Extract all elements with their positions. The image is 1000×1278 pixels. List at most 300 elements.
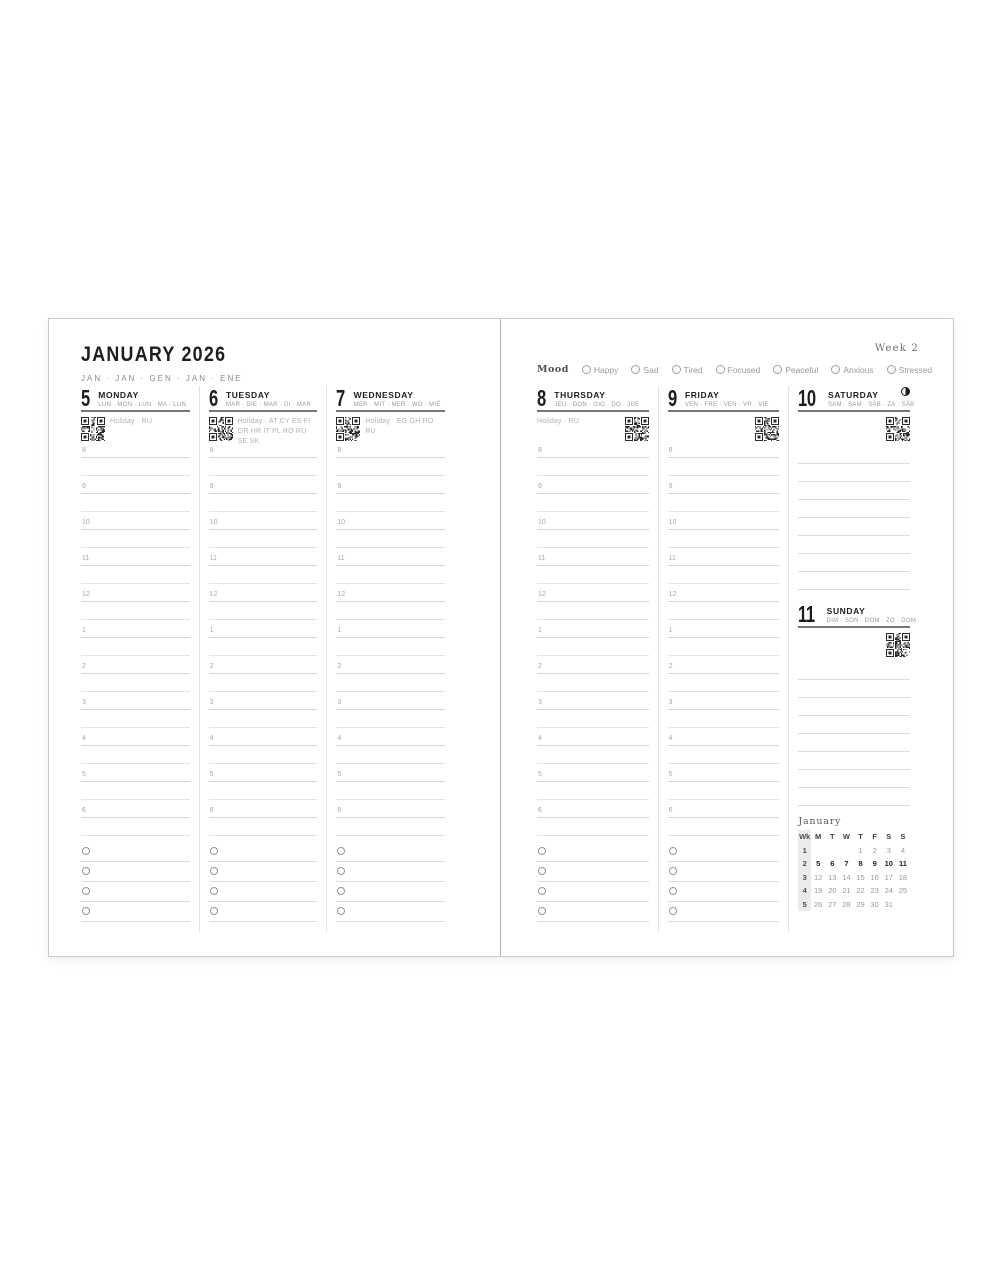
mood-option [672, 365, 703, 375]
mini-calendar-week-number: 1 [798, 844, 811, 858]
hour-slot [81, 806, 190, 842]
left-day-columns [81, 386, 454, 932]
mini-calendar-day: 10 [884, 859, 893, 869]
day-number: 8 [537, 385, 546, 411]
todo-checkbox[interactable] [210, 887, 218, 895]
mini-calendar-day: 7 [844, 859, 849, 869]
hour-slot [209, 734, 318, 770]
half-hour-line [668, 475, 780, 476]
hour-line [209, 673, 318, 674]
half-hour-line [81, 511, 190, 512]
mini-calendar-day: 8 [858, 859, 863, 869]
hour-label: 6 [668, 807, 673, 814]
mood-checkbox[interactable] [773, 365, 782, 374]
half-hour-line [81, 799, 190, 800]
hour-line [81, 457, 190, 458]
mood-option [773, 365, 818, 375]
day-number: 5 [81, 385, 90, 411]
hour-slot [209, 518, 318, 554]
half-hour-line [81, 475, 190, 476]
todo-checkbox[interactable] [669, 907, 677, 915]
half-hour-line [81, 691, 190, 692]
day-languages: SAM · SAM · SÁB · ZA · SÁB [827, 402, 915, 408]
hour-line [537, 781, 649, 782]
hour-slot [537, 770, 649, 806]
mini-calendar-header-cell: F [872, 832, 877, 842]
hour-label: 3 [209, 699, 214, 706]
todo-checkbox[interactable] [82, 847, 90, 855]
todo-checkbox[interactable] [210, 907, 218, 915]
half-hour-line [537, 799, 649, 800]
todo-row [209, 842, 318, 862]
todo-checkbox[interactable] [538, 847, 546, 855]
half-hour-line [336, 727, 445, 728]
day-name: WEDNESDAY [353, 390, 414, 400]
todo-checkbox[interactable] [669, 887, 677, 895]
todo-checkbox[interactable] [337, 847, 345, 855]
todo-row [537, 882, 649, 902]
hour-line [209, 457, 318, 458]
day-header [336, 386, 445, 412]
day-name: SATURDAY [827, 390, 879, 400]
hour-slot [81, 698, 190, 734]
hour-label: 12 [337, 591, 346, 598]
todo-checkbox[interactable] [538, 907, 546, 915]
mini-calendar-day: 19 [814, 886, 823, 896]
hour-slot [81, 590, 190, 626]
mini-calendar-week-number: 2 [798, 857, 811, 871]
todo-checkbox[interactable] [337, 907, 345, 915]
mini-calendar-day: 1 [858, 845, 863, 855]
hour-label: 3 [82, 699, 86, 706]
hour-slot [537, 698, 649, 734]
todo-row [537, 842, 649, 862]
hour-label: 9 [337, 483, 342, 490]
hour-label: 4 [209, 735, 214, 742]
day-number: 10 [798, 385, 817, 411]
day-column-monday [81, 386, 199, 932]
day-header [537, 386, 649, 412]
hour-line [336, 457, 445, 458]
mini-calendar-day: 15 [856, 872, 865, 882]
todo-checkbox[interactable] [210, 867, 218, 875]
mini-calendar-header-cell: T [830, 832, 835, 842]
mood-option [887, 365, 933, 375]
hour-label: 11 [82, 555, 90, 562]
mini-calendar-day: 24 [884, 886, 893, 896]
hour-label: 4 [668, 735, 673, 742]
mood-option-label: Tired [683, 364, 703, 375]
hour-line [537, 529, 649, 530]
mood-checkbox[interactable] [716, 365, 725, 374]
todo-row [537, 862, 649, 882]
hour-line [336, 529, 445, 530]
todo-row [209, 902, 318, 922]
hour-label: 2 [337, 663, 342, 670]
hour-label: 10 [209, 519, 218, 526]
hour-slot [668, 698, 780, 734]
hour-label: 3 [337, 699, 342, 706]
half-hour-line [336, 475, 445, 476]
mood-options [582, 365, 932, 375]
half-hour-line [537, 691, 649, 692]
mini-calendar-day: 16 [870, 872, 879, 882]
mood-option-label: Stressed [898, 364, 933, 375]
mini-calendar-day: 28 [842, 899, 851, 909]
hour-label: 2 [82, 663, 86, 670]
hour-label: 3 [538, 699, 542, 706]
mood-checkbox[interactable] [631, 365, 640, 374]
mini-calendar-week-number: 4 [798, 884, 811, 898]
hour-slot [668, 626, 780, 662]
hour-line [336, 493, 445, 494]
hour-label: 6 [538, 807, 542, 814]
todo-row [336, 862, 445, 882]
mini-calendar-header-cell: S [886, 832, 892, 842]
hour-label: 11 [538, 555, 546, 562]
day-number: 11 [798, 601, 816, 627]
qr-code-icon [755, 417, 779, 441]
hour-line [537, 709, 649, 710]
hour-label: 10 [337, 519, 346, 526]
day-languages: MER · MIT · MER · WO · MIÉ [353, 402, 441, 408]
half-hour-line [81, 655, 190, 656]
hour-line [537, 637, 649, 638]
hour-slot [209, 482, 318, 518]
todo-row [668, 882, 780, 902]
day-number: 6 [208, 385, 218, 411]
todo-list [537, 842, 649, 922]
mood-tracker [537, 364, 933, 375]
hour-label: 9 [82, 483, 86, 490]
holiday-note: Holiday · EG GH RO RU [365, 418, 434, 435]
hour-slot [81, 734, 190, 770]
todo-checkbox[interactable] [82, 887, 90, 895]
mini-calendar-day [839, 844, 853, 858]
hour-label: 8 [668, 447, 673, 454]
hour-line [209, 709, 318, 710]
mini-calendar-day: 3 [886, 845, 891, 855]
hour-line [209, 781, 318, 782]
half-hour-line [81, 835, 190, 836]
month-subtitle: JAN · JAN · GEN · JAN · ENE [81, 374, 243, 383]
mini-calendar-day: 11 [898, 859, 907, 869]
mini-calendar-title: January [798, 816, 842, 827]
left-page [49, 319, 501, 956]
hour-line [537, 745, 649, 746]
half-hour-line [537, 547, 649, 548]
hour-label: 1 [337, 627, 342, 634]
hour-line [336, 781, 445, 782]
mini-calendar-day: 13 [828, 872, 837, 882]
day-column-thursday [537, 386, 658, 932]
todo-list [668, 842, 780, 922]
todo-checkbox[interactable] [337, 867, 345, 875]
hour-line [81, 817, 190, 818]
hour-label: 2 [668, 663, 673, 670]
hour-slot [209, 446, 318, 482]
mini-calendar-day: 12 [814, 872, 823, 882]
half-hour-line [209, 799, 318, 800]
hour-line [336, 637, 445, 638]
right-day-columns [537, 386, 919, 932]
day-info-row [668, 412, 780, 446]
todo-checkbox[interactable] [210, 847, 218, 855]
hour-label: 1 [82, 627, 86, 634]
hour-slot [537, 482, 649, 518]
hour-line [537, 673, 649, 674]
month-title-block [81, 343, 252, 383]
mini-calendar [798, 816, 910, 911]
hour-line [336, 709, 445, 710]
hour-slot [81, 626, 190, 662]
ruled-line [798, 788, 910, 806]
day-info-row [209, 412, 318, 446]
half-hour-line [336, 763, 445, 764]
half-hour-line [537, 655, 649, 656]
todo-row [336, 882, 445, 902]
day-languages: LUN · MON · LUN · MA · LUN [98, 402, 187, 408]
qr-code-icon [81, 417, 105, 441]
half-hour-line [668, 583, 780, 584]
mini-calendar-day: 6 [830, 859, 835, 869]
half-hour-line [537, 727, 649, 728]
hour-slot [537, 734, 649, 770]
hour-slot [537, 662, 649, 698]
todo-row [668, 862, 780, 882]
half-hour-line [668, 727, 780, 728]
todo-list [209, 842, 318, 922]
hour-line [537, 601, 649, 602]
half-hour-line [668, 547, 780, 548]
month-title: JANUARY 2026 [81, 343, 227, 366]
hour-label: 12 [538, 591, 546, 598]
mini-calendar-day: 4 [900, 845, 906, 855]
qr-code-icon [625, 417, 649, 441]
hour-label: 11 [668, 555, 676, 562]
hour-line [668, 529, 780, 530]
half-hour-line [209, 691, 318, 692]
qr-code-icon [886, 417, 910, 441]
todo-checkbox[interactable] [337, 887, 345, 895]
hour-line [668, 817, 780, 818]
half-hour-line [668, 763, 780, 764]
hour-grid [537, 446, 649, 842]
ruled-line [798, 770, 910, 788]
day-info-row [798, 628, 910, 662]
hour-label: 10 [668, 519, 677, 526]
hour-label: 8 [82, 447, 86, 454]
hour-slot [81, 770, 190, 806]
hour-line [668, 457, 780, 458]
mood-checkbox[interactable] [887, 365, 896, 374]
mood-checkbox[interactable] [831, 365, 840, 374]
todo-row [81, 882, 190, 902]
hour-slot [336, 518, 445, 554]
todo-checkbox[interactable] [669, 847, 677, 855]
half-hour-line [81, 547, 190, 548]
hour-slot [336, 698, 445, 734]
hour-slot [209, 770, 318, 806]
qr-code-icon [886, 633, 910, 657]
mini-calendar-day: 22 [856, 886, 865, 896]
half-hour-line [668, 619, 780, 620]
half-hour-line [336, 691, 445, 692]
half-hour-line [336, 511, 445, 512]
holiday-note: Holiday · RU [110, 418, 153, 425]
mini-calendar-day: 25 [898, 886, 908, 896]
ruled-line [798, 518, 910, 536]
hour-line [81, 709, 190, 710]
ruled-line [798, 734, 910, 752]
mini-calendar-day: 21 [842, 886, 851, 896]
todo-row [336, 842, 445, 862]
ruled-line [798, 554, 910, 572]
half-hour-line [81, 727, 190, 728]
hour-label: 4 [337, 735, 342, 742]
todo-row [209, 862, 318, 882]
half-hour-line [209, 475, 318, 476]
hour-label: 6 [209, 807, 214, 814]
hour-slot [537, 590, 649, 626]
day-languages: VEN · FRE · VEN · VR · VIE [684, 402, 769, 408]
half-hour-line [336, 619, 445, 620]
half-hour-line [209, 511, 318, 512]
hour-label: 10 [538, 519, 546, 526]
hour-line [209, 817, 318, 818]
half-hour-line [209, 547, 318, 548]
todo-checkbox[interactable] [82, 867, 90, 875]
hour-slot [209, 626, 318, 662]
hour-label: 5 [538, 771, 542, 778]
hour-slot [668, 482, 780, 518]
mood-label: Mood [537, 364, 569, 375]
hour-label: 11 [337, 555, 345, 562]
hour-grid [81, 446, 190, 842]
mood-option [631, 365, 658, 375]
mini-calendar-day: 29 [856, 899, 865, 909]
hour-slot [336, 554, 445, 590]
half-hour-line [668, 835, 780, 836]
hour-slot [336, 734, 445, 770]
mini-calendar-header-cell: S [900, 832, 906, 842]
hour-grid [209, 446, 318, 842]
hour-slot [81, 446, 190, 482]
hour-line [336, 673, 445, 674]
todo-checkbox[interactable] [538, 887, 546, 895]
hour-line [81, 745, 190, 746]
todo-checkbox[interactable] [669, 867, 677, 875]
hour-line [209, 637, 318, 638]
mood-checkbox[interactable] [582, 365, 591, 374]
hour-slot [668, 554, 780, 590]
hour-label: 5 [337, 771, 342, 778]
day-header [209, 386, 318, 412]
todo-checkbox[interactable] [538, 867, 546, 875]
half-hour-line [209, 835, 318, 836]
first-quarter-moon-icon [901, 387, 910, 396]
hour-slot [209, 662, 318, 698]
half-hour-line [537, 619, 649, 620]
hour-slot [336, 662, 445, 698]
hour-line [537, 817, 649, 818]
hour-line [336, 745, 445, 746]
day-info-row [336, 412, 445, 446]
half-hour-line [81, 583, 190, 584]
hour-slot [537, 626, 649, 662]
qr-code-icon [336, 417, 360, 441]
hour-slot [668, 734, 780, 770]
hour-slot [537, 518, 649, 554]
mini-calendar-day: 31 [884, 899, 893, 909]
day-name: MONDAY [98, 390, 139, 400]
day-name: THURSDAY [554, 390, 606, 400]
sunday-block [798, 601, 917, 806]
hour-line [81, 529, 190, 530]
day-header [798, 601, 917, 628]
hour-label: 6 [82, 807, 86, 814]
ruled-line [798, 752, 910, 770]
holiday-note: Holiday · RU [537, 418, 580, 425]
half-hour-line [668, 655, 780, 656]
hour-label: 9 [209, 483, 214, 490]
hour-label: 9 [538, 483, 542, 490]
hour-line [81, 601, 190, 602]
half-hour-line [668, 799, 780, 800]
half-hour-line [336, 799, 445, 800]
mini-calendar-day: 20 [828, 886, 837, 896]
hour-slot [336, 806, 445, 842]
hour-line [668, 601, 780, 602]
hour-slot [668, 770, 780, 806]
half-hour-line [209, 619, 318, 620]
half-hour-line [336, 547, 445, 548]
mood-option [716, 365, 761, 375]
hour-slot [209, 590, 318, 626]
todo-checkbox[interactable] [82, 907, 90, 915]
todo-row [209, 882, 318, 902]
day-column-weekend [788, 386, 919, 932]
hour-label: 8 [209, 447, 214, 454]
hour-slot [209, 806, 318, 842]
half-hour-line [537, 583, 649, 584]
hour-slot [81, 662, 190, 698]
day-header [798, 385, 915, 412]
half-hour-line [336, 583, 445, 584]
hour-slot [81, 554, 190, 590]
hour-slot [537, 446, 649, 482]
day-number: 7 [336, 385, 346, 411]
ruled-line [798, 500, 910, 518]
mood-option-label: Peaceful [785, 364, 819, 375]
hour-label: 12 [209, 591, 218, 598]
day-header [81, 386, 190, 412]
day-info-row [81, 412, 190, 446]
half-hour-line [209, 727, 318, 728]
mini-calendar-header-cell: T [858, 832, 863, 842]
hour-label: 1 [668, 627, 673, 634]
hour-label: 10 [82, 519, 90, 526]
mini-calendar-header-cell: Wk [798, 830, 811, 844]
mood-checkbox[interactable] [672, 365, 681, 374]
ruled-line [798, 464, 910, 482]
hour-line [209, 745, 318, 746]
half-hour-line [209, 583, 318, 584]
hour-line [209, 529, 318, 530]
todo-row [336, 902, 445, 922]
mini-calendar-week-number: 5 [798, 898, 811, 912]
hour-line [81, 565, 190, 566]
